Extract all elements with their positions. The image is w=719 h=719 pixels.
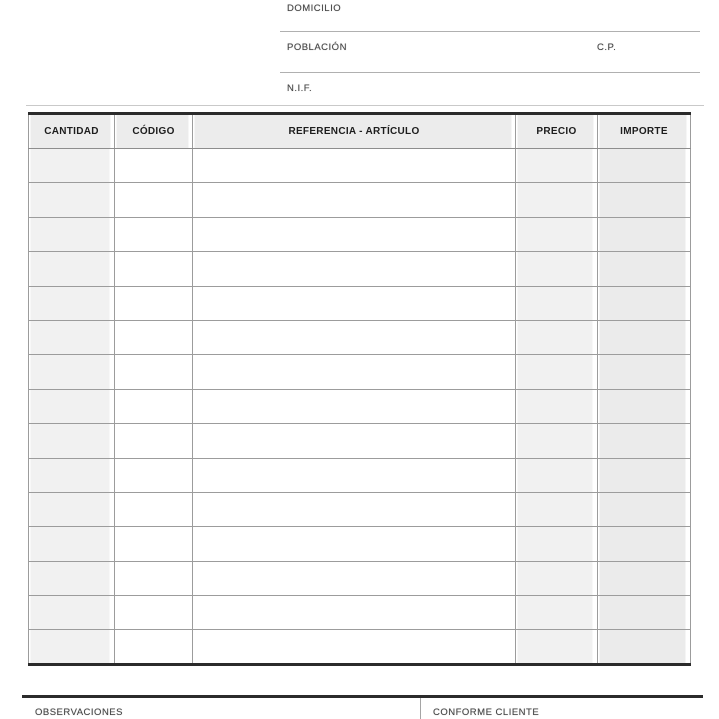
cell-importe — [598, 217, 691, 251]
cell-precio — [516, 355, 598, 389]
cell-precio — [516, 630, 598, 664]
column-header-referencia: REFERENCIA - ARTÍCULO — [193, 114, 516, 149]
cell-referencia — [193, 527, 516, 561]
cell-precio — [516, 217, 598, 251]
cell-importe — [598, 183, 691, 217]
table-row — [29, 252, 691, 286]
table-row — [29, 492, 691, 526]
footer-divider — [420, 698, 421, 719]
cell-referencia — [193, 561, 516, 595]
cell-referencia — [193, 355, 516, 389]
table-row — [29, 389, 691, 423]
table-row — [29, 286, 691, 320]
cell-referencia — [193, 252, 516, 286]
cell-importe — [598, 561, 691, 595]
cell-precio — [516, 149, 598, 183]
cell-precio — [516, 183, 598, 217]
cell-codigo — [115, 561, 193, 595]
cell-codigo — [115, 527, 193, 561]
cell-precio — [516, 596, 598, 630]
cell-referencia — [193, 596, 516, 630]
cell-referencia — [193, 492, 516, 526]
cell-referencia — [193, 389, 516, 423]
domicilio-label: DOMICILIO — [287, 3, 342, 14]
cell-cantidad — [29, 320, 115, 354]
nif-label: N.I.F. — [287, 83, 313, 94]
column-header-cantidad: CANTIDAD — [29, 114, 115, 149]
cell-referencia — [193, 149, 516, 183]
cell-precio — [516, 527, 598, 561]
cell-cantidad — [29, 527, 115, 561]
table-header-row — [29, 114, 691, 149]
cell-codigo — [115, 149, 193, 183]
cell-codigo — [115, 252, 193, 286]
poblacion-underline — [280, 72, 700, 73]
cell-precio — [516, 389, 598, 423]
cell-referencia — [193, 424, 516, 458]
cp-label: C.P. — [597, 42, 617, 53]
cell-cantidad — [29, 630, 115, 664]
cell-referencia — [193, 630, 516, 664]
cell-importe — [598, 492, 691, 526]
cell-importe — [598, 424, 691, 458]
cell-cantidad — [29, 217, 115, 251]
cell-codigo — [115, 286, 193, 320]
items-table — [28, 112, 691, 666]
observaciones-label: OBSERVACIONES — [35, 707, 123, 718]
column-header-precio: PRECIO — [516, 114, 598, 149]
cell-cantidad — [29, 183, 115, 217]
table-row — [29, 149, 691, 183]
column-header-codigo: CÓDIGO — [115, 114, 193, 149]
cell-importe — [598, 527, 691, 561]
cell-codigo — [115, 492, 193, 526]
cell-importe — [598, 389, 691, 423]
table-row — [29, 424, 691, 458]
table-row — [29, 320, 691, 354]
table-row — [29, 458, 691, 492]
table-row — [29, 183, 691, 217]
table-row — [29, 527, 691, 561]
cell-importe — [598, 596, 691, 630]
cell-codigo — [115, 458, 193, 492]
cell-codigo — [115, 320, 193, 354]
cell-cantidad — [29, 389, 115, 423]
cell-cantidad — [29, 355, 115, 389]
cell-codigo — [115, 217, 193, 251]
cell-cantidad — [29, 561, 115, 595]
footer-top-border — [22, 695, 703, 698]
cell-codigo — [115, 355, 193, 389]
nif-underline — [26, 105, 704, 106]
cell-precio — [516, 561, 598, 595]
cell-cantidad — [29, 424, 115, 458]
cell-precio — [516, 492, 598, 526]
cell-referencia — [193, 217, 516, 251]
cell-importe — [598, 458, 691, 492]
cell-cantidad — [29, 492, 115, 526]
table-row — [29, 630, 691, 664]
cell-precio — [516, 286, 598, 320]
cell-cantidad — [29, 458, 115, 492]
cell-importe — [598, 320, 691, 354]
cell-codigo — [115, 389, 193, 423]
cell-referencia — [193, 286, 516, 320]
cell-precio — [516, 320, 598, 354]
cell-importe — [598, 149, 691, 183]
conforme-cliente-label: CONFORME CLIENTE — [433, 707, 540, 718]
cell-codigo — [115, 183, 193, 217]
poblacion-label: POBLACIÓN — [287, 42, 347, 53]
table-row — [29, 217, 691, 251]
cell-cantidad — [29, 252, 115, 286]
table-row — [29, 596, 691, 630]
cell-codigo — [115, 596, 193, 630]
cell-cantidad — [29, 149, 115, 183]
table-row — [29, 561, 691, 595]
cell-referencia — [193, 320, 516, 354]
cell-referencia — [193, 458, 516, 492]
domicilio-underline — [280, 31, 700, 32]
cell-codigo — [115, 424, 193, 458]
cell-precio — [516, 458, 598, 492]
table-row — [29, 355, 691, 389]
cell-importe — [598, 252, 691, 286]
cell-precio — [516, 424, 598, 458]
cell-codigo — [115, 630, 193, 664]
cell-referencia — [193, 183, 516, 217]
cell-precio — [516, 252, 598, 286]
cell-importe — [598, 630, 691, 664]
cell-cantidad — [29, 286, 115, 320]
column-header-importe: IMPORTE — [598, 114, 691, 149]
cell-importe — [598, 286, 691, 320]
cell-cantidad — [29, 596, 115, 630]
cell-importe — [598, 355, 691, 389]
